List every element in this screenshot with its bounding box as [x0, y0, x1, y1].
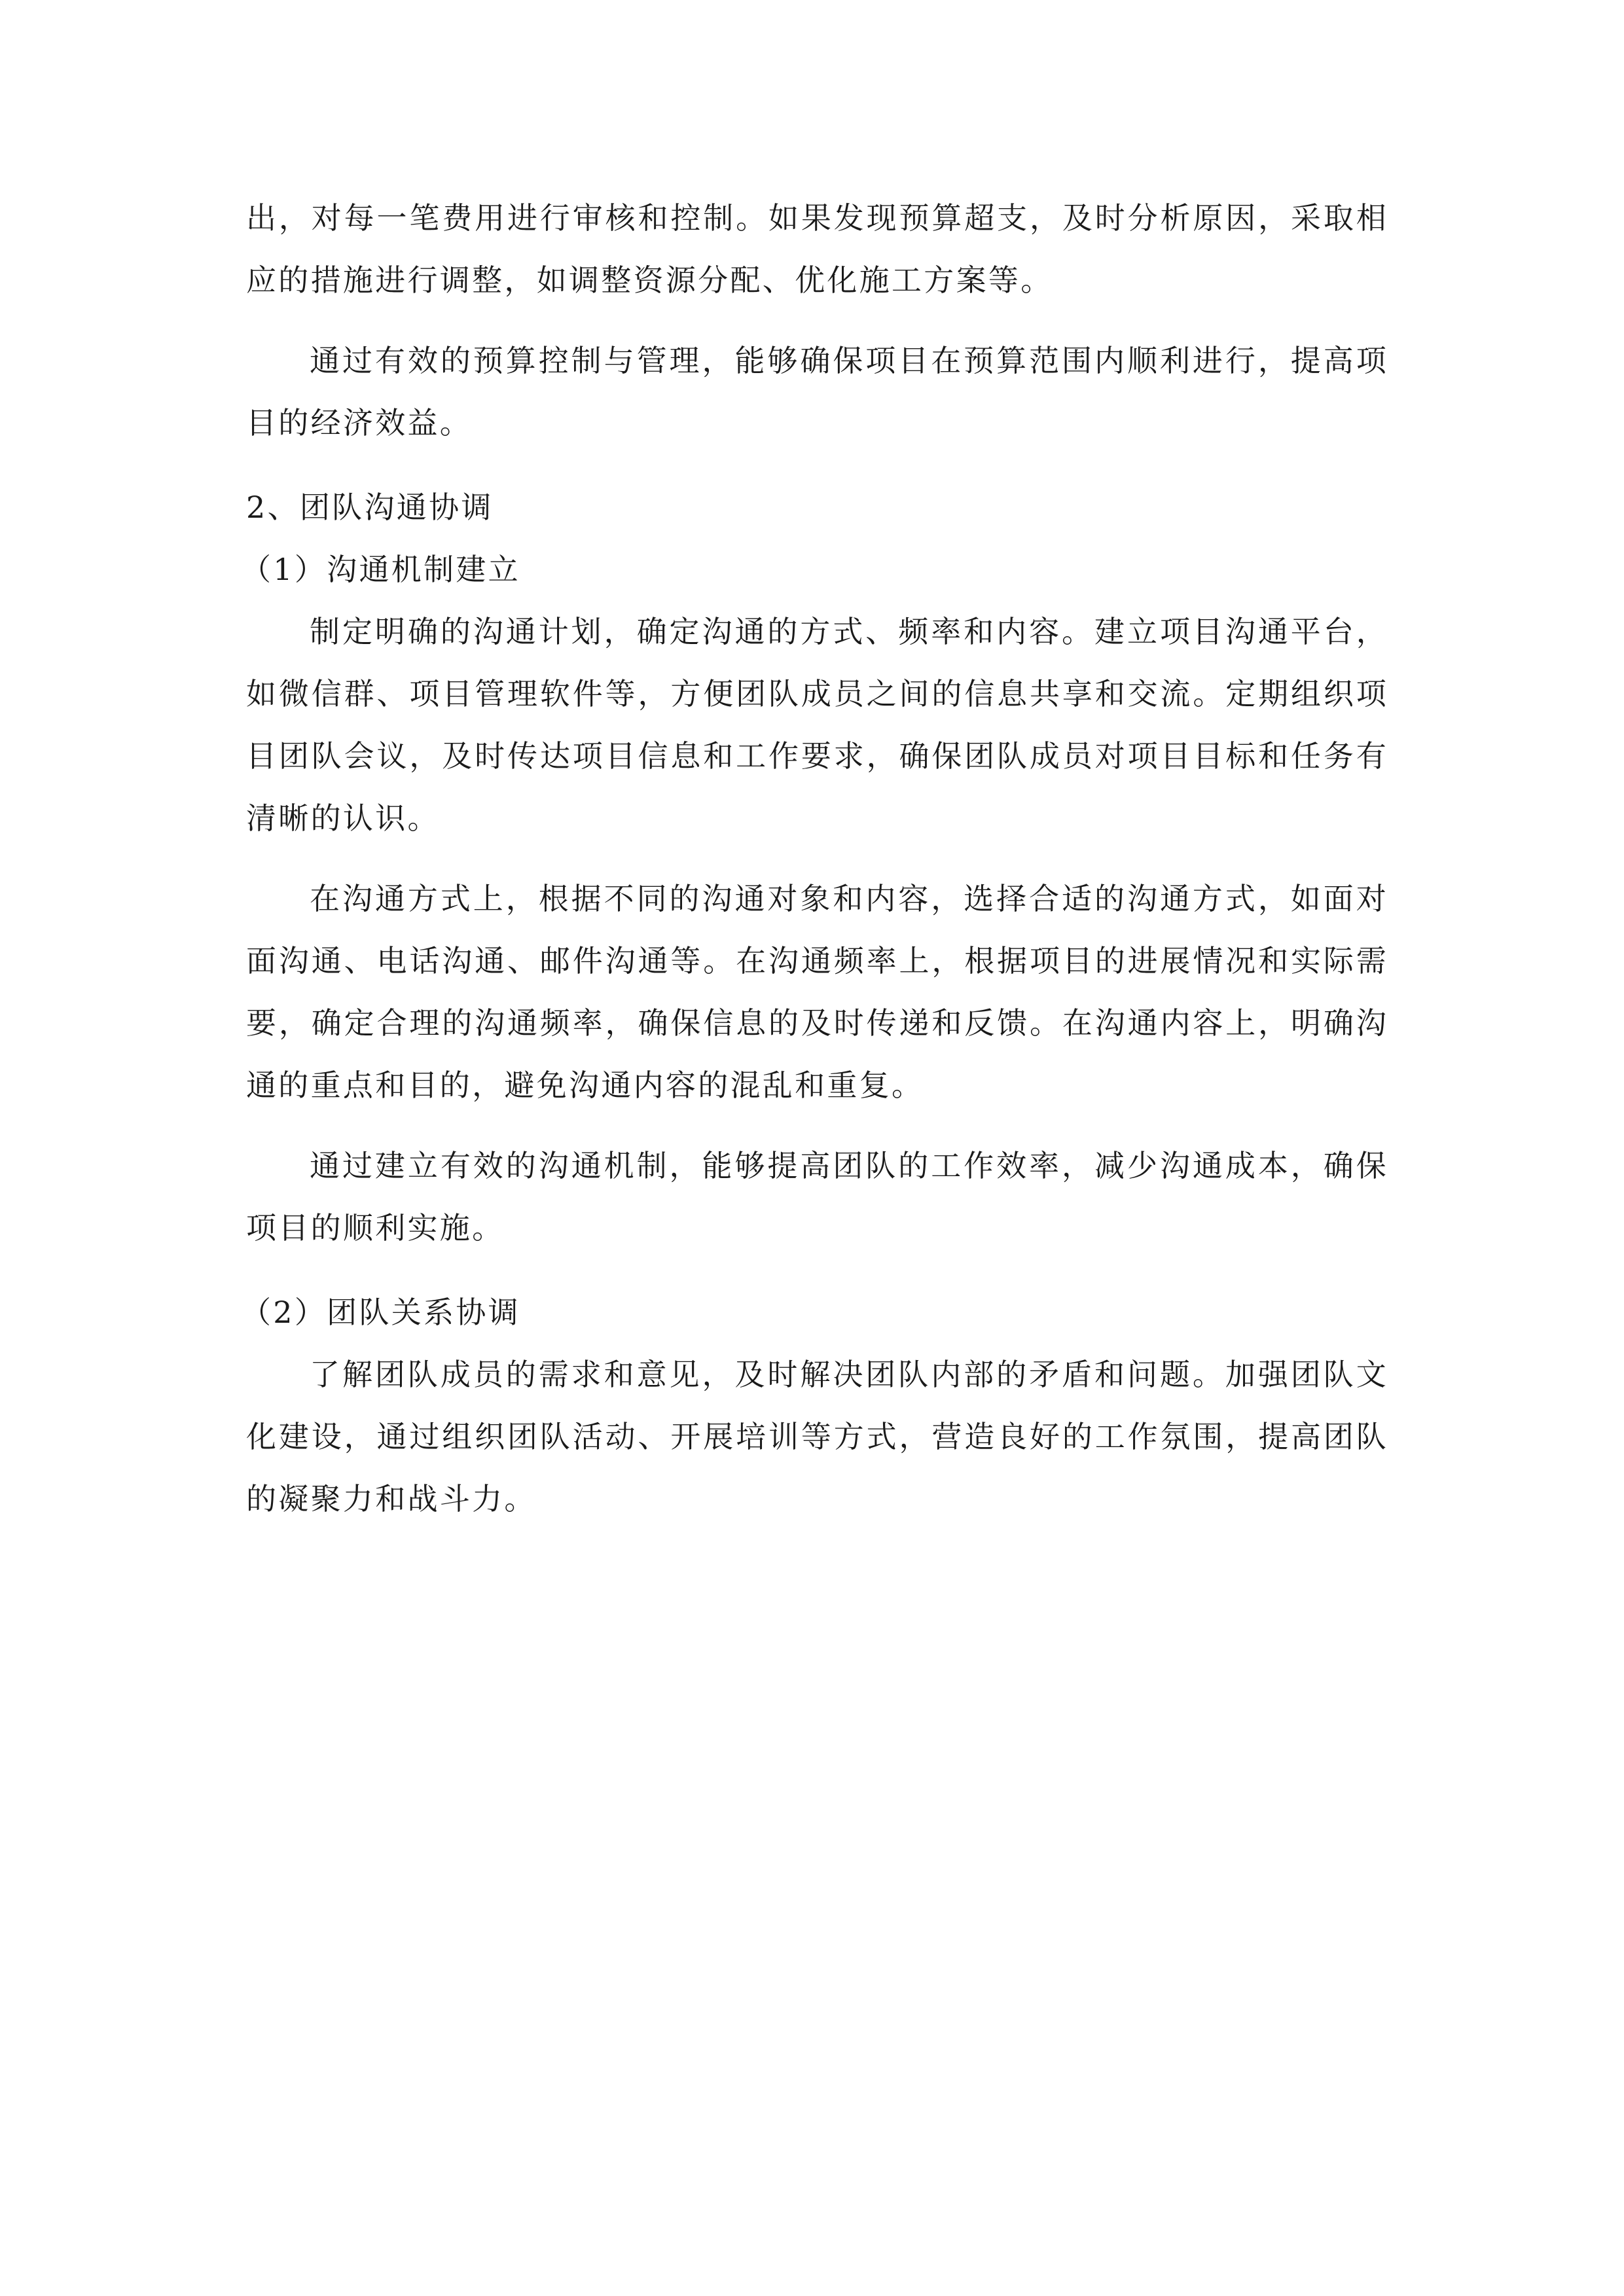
- document-body: [241, 187, 1388, 1530]
- paragraph-team-relations: 了解团队成员的需求和意见，及时解决团队内部的矛盾和问题。加强团队文化建设，通过组织团队活动、开展培训等方式，营造良好的工作氛围，提高团队的凝聚力和战斗力。: [246, 1357, 1388, 1516]
- paragraph-budget-summary: 通过有效的预算控制与管理，能够确保项目在预算范围内顺利进行，提高项目的经济效益。: [246, 343, 1388, 440]
- subsection-title-team-relations: （2）团队关系协调: [241, 1295, 520, 1330]
- paragraph-communication-methods: 在沟通方式上，根据不同的沟通对象和内容，选择合适的沟通方式，如面对面沟通、电话沟通、邮件沟通等。在沟通频率上，根据项目的进展情况和实际需要，确定合理的沟通频率，确保信息的及时传递和反馈。在沟通内容上，明确沟通的重点和目的，避免沟通内容的混乱和重复。: [246, 881, 1388, 1103]
- paragraph-communication-summary: 通过建立有效的沟通机制，能够提高团队的工作效率，减少沟通成本，确保项目的顺利实施。: [246, 1148, 1388, 1246]
- section-title-team-communication: 2、团队沟通协调: [246, 490, 494, 525]
- paragraph-budget-continuation: 出，对每一笔费用进行审核和控制。如果发现预算超支，及时分析原因，采取相应的措施进行调整，如调整资源分配、优化施工方案等。: [246, 200, 1388, 298]
- subsection-title-communication-mechanism: （1）沟通机制建立: [241, 552, 520, 587]
- paragraph-communication-plan: 制定明确的沟通计划，确定沟通的方式、频率和内容。建立项目沟通平台，如微信群、项目管理软件等，方便团队成员之间的信息共享和交流。定期组织项目团队会议，及时传达项目信息和工作要求，确保团队成员对项目目标和任务有清晰的认识。: [246, 614, 1388, 836]
